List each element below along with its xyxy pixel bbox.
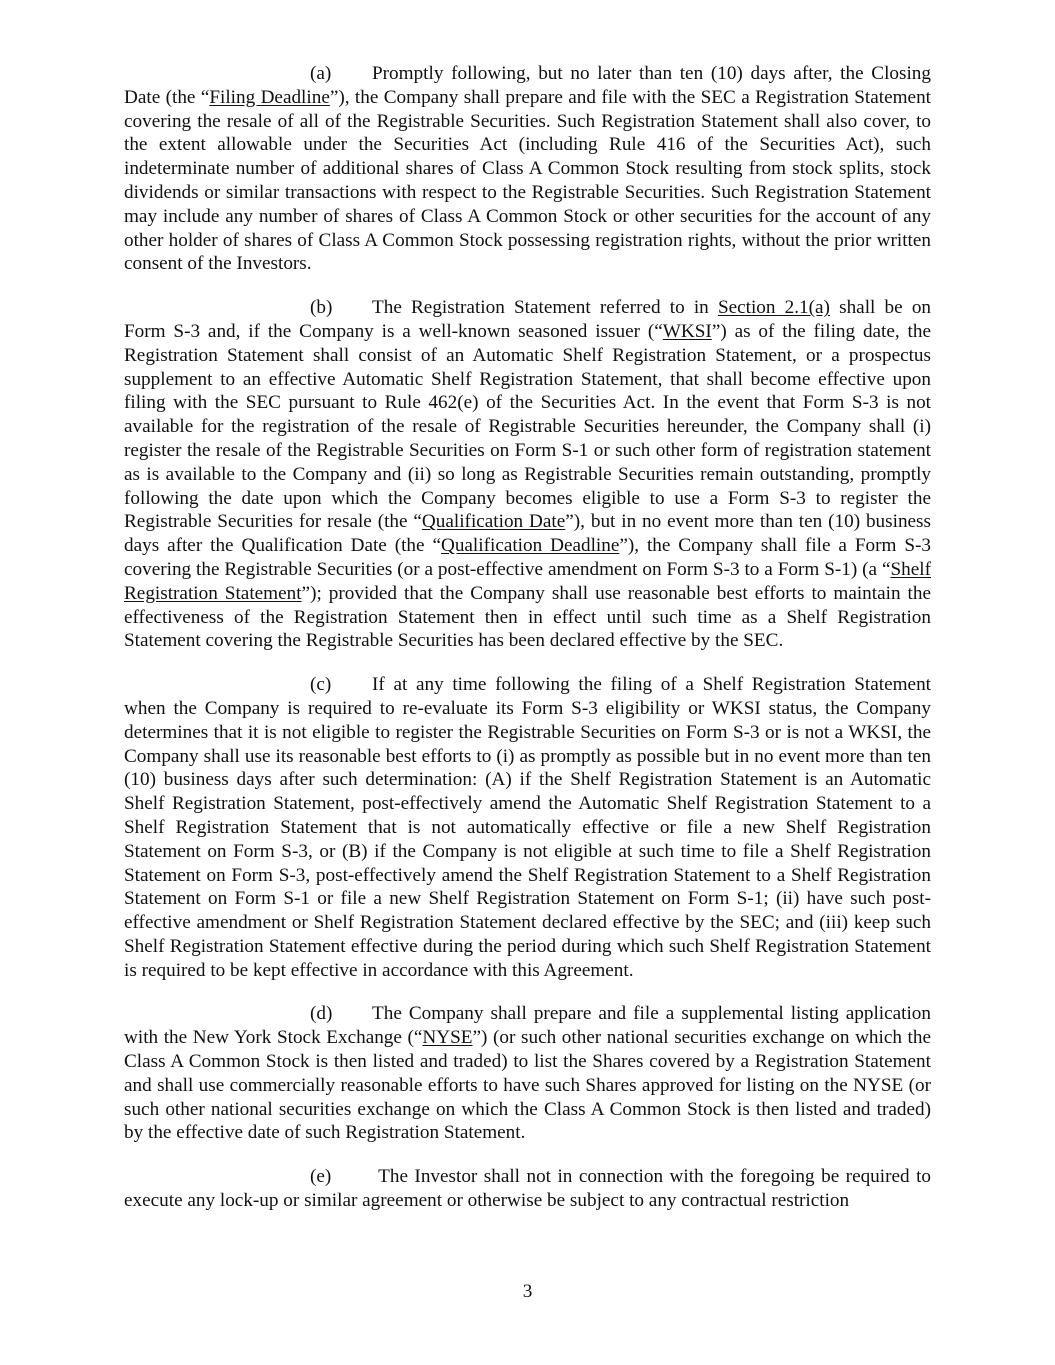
- paragraph-label: (b): [310, 297, 333, 319]
- paragraph-text: ”), the Company shall prepare and file with the SEC a Registration Statement covering the resale of all of the Registrable Securities. Such Registration Statement shall also cover, to the extent allowable under the Securities Act (including Rule 416 of the Securities Act), such indeterminate number of additional shares of Class A Common Stock resulting from stock splits, stock dividends or similar transactions with respect to the Registrable Securities. Such Registration Statement may include any number of shares of Class A Common Stock or other securities for the account of any other holder of shares of Class A Common Stock possessing registration rights, without the prior written consent of the Investors.: [124, 86, 931, 275]
- defined-term-wksi: WKSI: [662, 320, 712, 342]
- paragraph-b: [124, 296, 931, 653]
- defined-term-qualification-date: Qualification Date: [421, 511, 566, 533]
- paragraph-d: [124, 1002, 931, 1145]
- paragraph-text: The Registration Statement referred to in: [372, 297, 718, 319]
- paragraph-a: [124, 62, 931, 276]
- paragraph-text: The Company shall prepare and file a supplemental listing application with the New York Stock Exchange (“: [124, 1003, 931, 1049]
- page-number: 3: [522, 1281, 533, 1302]
- defined-term-filing-deadline: Filing Deadline: [209, 86, 330, 108]
- defined-term-shelf-registration-statement: Shelf Registration Statement: [124, 558, 931, 604]
- paragraph-text: shall be on Form S-3 and, if the Company is a well-known seasoned issuer (“: [124, 297, 932, 342]
- paragraph-text: ”) as of the filing date, the Registration Statement shall consist of an Automatic Shelf Registration Statement, or a prospectus supplement to an effective Automatic Shelf Registration Statement, that shall become effective upon filing with the SEC pursuant to Rule 462(e) of the Securities Act. In the event that Form S-3 is not available for the registration of the resale of Registrable Securities hereunder, the Company shall (i) register the resale of the Registrable Securities on Form S-1 or such other form of registration statement as is available to the Company and (ii) so long as Registrable Securities remain outstanding, promptly following the date upon which the Company becomes eligible to use a Form S-3 to register the Registrable Securities for resale (the “: [124, 320, 931, 533]
- paragraph-label: (a): [310, 63, 332, 84]
- paragraph-label: (c): [310, 674, 332, 696]
- paragraph-text: ”); provided that the Company shall use reasonable best efforts to maintain the effectiveness of the Registration Statement then in effect until such time as a Shelf Registration Statement covering the Registrable Securities has been declared effective by the SEC.: [124, 582, 931, 652]
- defined-term-nyse: NYSE: [422, 1027, 473, 1049]
- paragraph-text: ”) (or such other national securities exchange on which the Class A Common Stock is then listed and traded) to list the Shares covered by a Registration Statement and shall use commercially reasonable efforts to have such Shares approved for listing on the NYSE (or such other national securities exchange on which the Class A Common Stock is then listed and traded) by the effective date of such Registration Statement.: [124, 1027, 931, 1144]
- paragraph-text: Promptly following, but no later than ten (10) days after, the Closing Date (the “: [124, 63, 931, 108]
- paragraph-text: ”), but in no event more than ten (10) business days after the Qualification Date (the “: [124, 511, 931, 557]
- paragraph-c: [124, 673, 931, 982]
- section-reference: Section 2.1(a): [717, 297, 830, 319]
- defined-term-qualification-deadline: Qualification Deadline: [440, 535, 620, 557]
- paragraph-label: (e): [310, 1166, 332, 1188]
- paragraph-text: The Investor shall not in connection with the foregoing be required to execute any lock-up or similar agreement or otherwise be subject to any contractual restriction: [124, 1166, 931, 1212]
- paragraph-text: If at any time following the filing of a Shelf Registration Statement when the Company is required to re-evaluate its Form S-3 eligibility or WKSI status, the Company determines that it is not eligible to register the Registrable Securities on Form S-3 or is not a WKSI, the Company shall use its reasonable best efforts to (i) as promptly as possible but in no event more than ten (10) business days after such determination: (A) if the Shelf Registration Statement is an Automatic Shelf Registration Statement, post-effectively amend the Automatic Shelf Registration Statement to a Shelf Registration Statement that is not automatically effective or file a new Shelf Registration Statement on Form S-3, or (B) if the Company is not eligible at such time to file a Shelf Registration Statement on Form S-3, post-effectively amend the Shelf Registration Statement to a Shelf Registration Statement on Form S-1 or file a new Shelf Registration Statement on Form S-1; (ii) have such post-effective amendment or Shelf Registration Statement declared effective by the SEC; and (iii) keep such Shelf Registration Statement effective during the period during which such Shelf Registration Statement is required to be kept effective in accordance with this Agreement.: [124, 674, 931, 981]
- paragraph-e: [124, 1165, 931, 1213]
- document-page: [124, 62, 931, 1233]
- paragraph-text: ”), the Company shall file a Form S-3 covering the Registrable Securities (or a post-effective amendment on Form S-3 to a Form S-1) (a “: [124, 535, 931, 580]
- paragraph-label: (d): [310, 1003, 333, 1025]
